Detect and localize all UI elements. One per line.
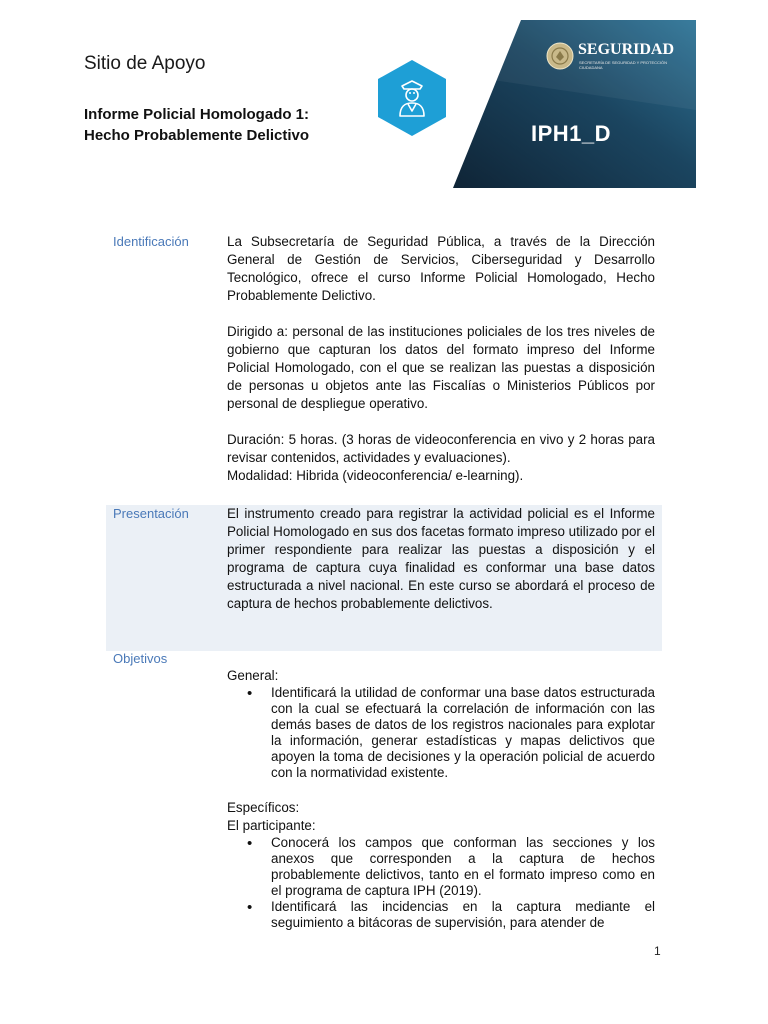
list-item bbox=[227, 899, 655, 931]
list-item bbox=[227, 685, 655, 781]
specific-objective-text: • Identificará las incidencias en la captura mediante el seguimiento a bitácoras de supervisión, para atender de bbox=[271, 899, 655, 930]
specific-objective-text: • Conocerá los campos que conforman las secciones y los anexos que corresponden a la captura de hechos probablemente delictivos, tanto en el formato impreso como en el programa de captura IPH (2019). bbox=[271, 835, 655, 898]
list-item bbox=[227, 835, 655, 899]
modalidad-paragraph: Modalidad: Hibrida (videoconferencia/ e-learning). bbox=[227, 468, 524, 483]
page-number: 1 bbox=[654, 944, 661, 958]
section-label-identificacion: Identificación bbox=[113, 234, 189, 249]
section-label-objetivos: Objetivos bbox=[113, 651, 168, 666]
section-presentacion bbox=[227, 505, 655, 613]
course-title-line1: Informe Policial Homologado 1: bbox=[84, 106, 310, 123]
course-code: IPH1_D bbox=[531, 121, 612, 146]
dirigido-paragraph: Dirigido a: personal de las instituciones policiales de los tres niveles de gobierno que capturan los datos del formato impreso del Informe Policial Homologado, con el que se realizan las puestas a disposición de personas u objetos ante las Fiscalías o Ministerios Públicos por personal de despliegue operativo. bbox=[227, 324, 655, 411]
site-title: Sitio de Apoyo bbox=[84, 53, 206, 74]
general-label: General: bbox=[227, 668, 279, 683]
duracion-paragraph: Duración: 5 horas. (3 horas de videoconferencia en vivo y 2 horas para revisar contenidos, actividades y evaluaciones). bbox=[227, 432, 655, 465]
brand-subtitle: SECRETARÍA DE SEGURIDAD Y PROTECCIÓN CIUDADANA bbox=[579, 60, 668, 70]
presentacion-paragraph: El instrumento creado para registrar la actividad policial es el Informe Policial Homologado en sus dos facetas formato impreso utilizado por el primer respondiente para realizar las puestas a disposición y el programa de captura cuya finalidad es conformar una base datos estructurada a nivel nacional. En este curso se abordará el proceso de captura de hechos probablemente delictivos. bbox=[227, 506, 655, 611]
course-title bbox=[84, 104, 309, 146]
section-label-presentacion: Presentación bbox=[113, 506, 189, 521]
especificos-label: Específicos: bbox=[227, 800, 300, 815]
general-objective-text: • Identificará la utilidad de conformar una base datos estructurada con la cual se efectuará la correlación de información con las demás bases de datos de los registros nacionales para explotar la información, generar estadísticas y mapas delictivos que apoyen la toma de decisiones y la operación policial de acuerdo con la normatividad existente. bbox=[271, 685, 655, 780]
section-identificacion bbox=[227, 233, 655, 485]
seal-icon bbox=[546, 42, 574, 70]
police-officer-icon bbox=[376, 58, 448, 138]
participante-label: El participante: bbox=[227, 818, 316, 833]
section-objetivos bbox=[227, 667, 655, 931]
course-title-line2: Hecho Probablemente Delictivo bbox=[84, 127, 310, 144]
identificacion-paragraph: La Subsecretaría de Seguridad Pública, a través de la Dirección General de Gestión de Servicios, Ciberseguridad y Desarrollo Tecnológico, ofrece el curso Informe Policial Homologado, Hecho Probablemente Delictivo. bbox=[227, 234, 655, 303]
brand-title: SEGURIDAD bbox=[578, 41, 675, 58]
